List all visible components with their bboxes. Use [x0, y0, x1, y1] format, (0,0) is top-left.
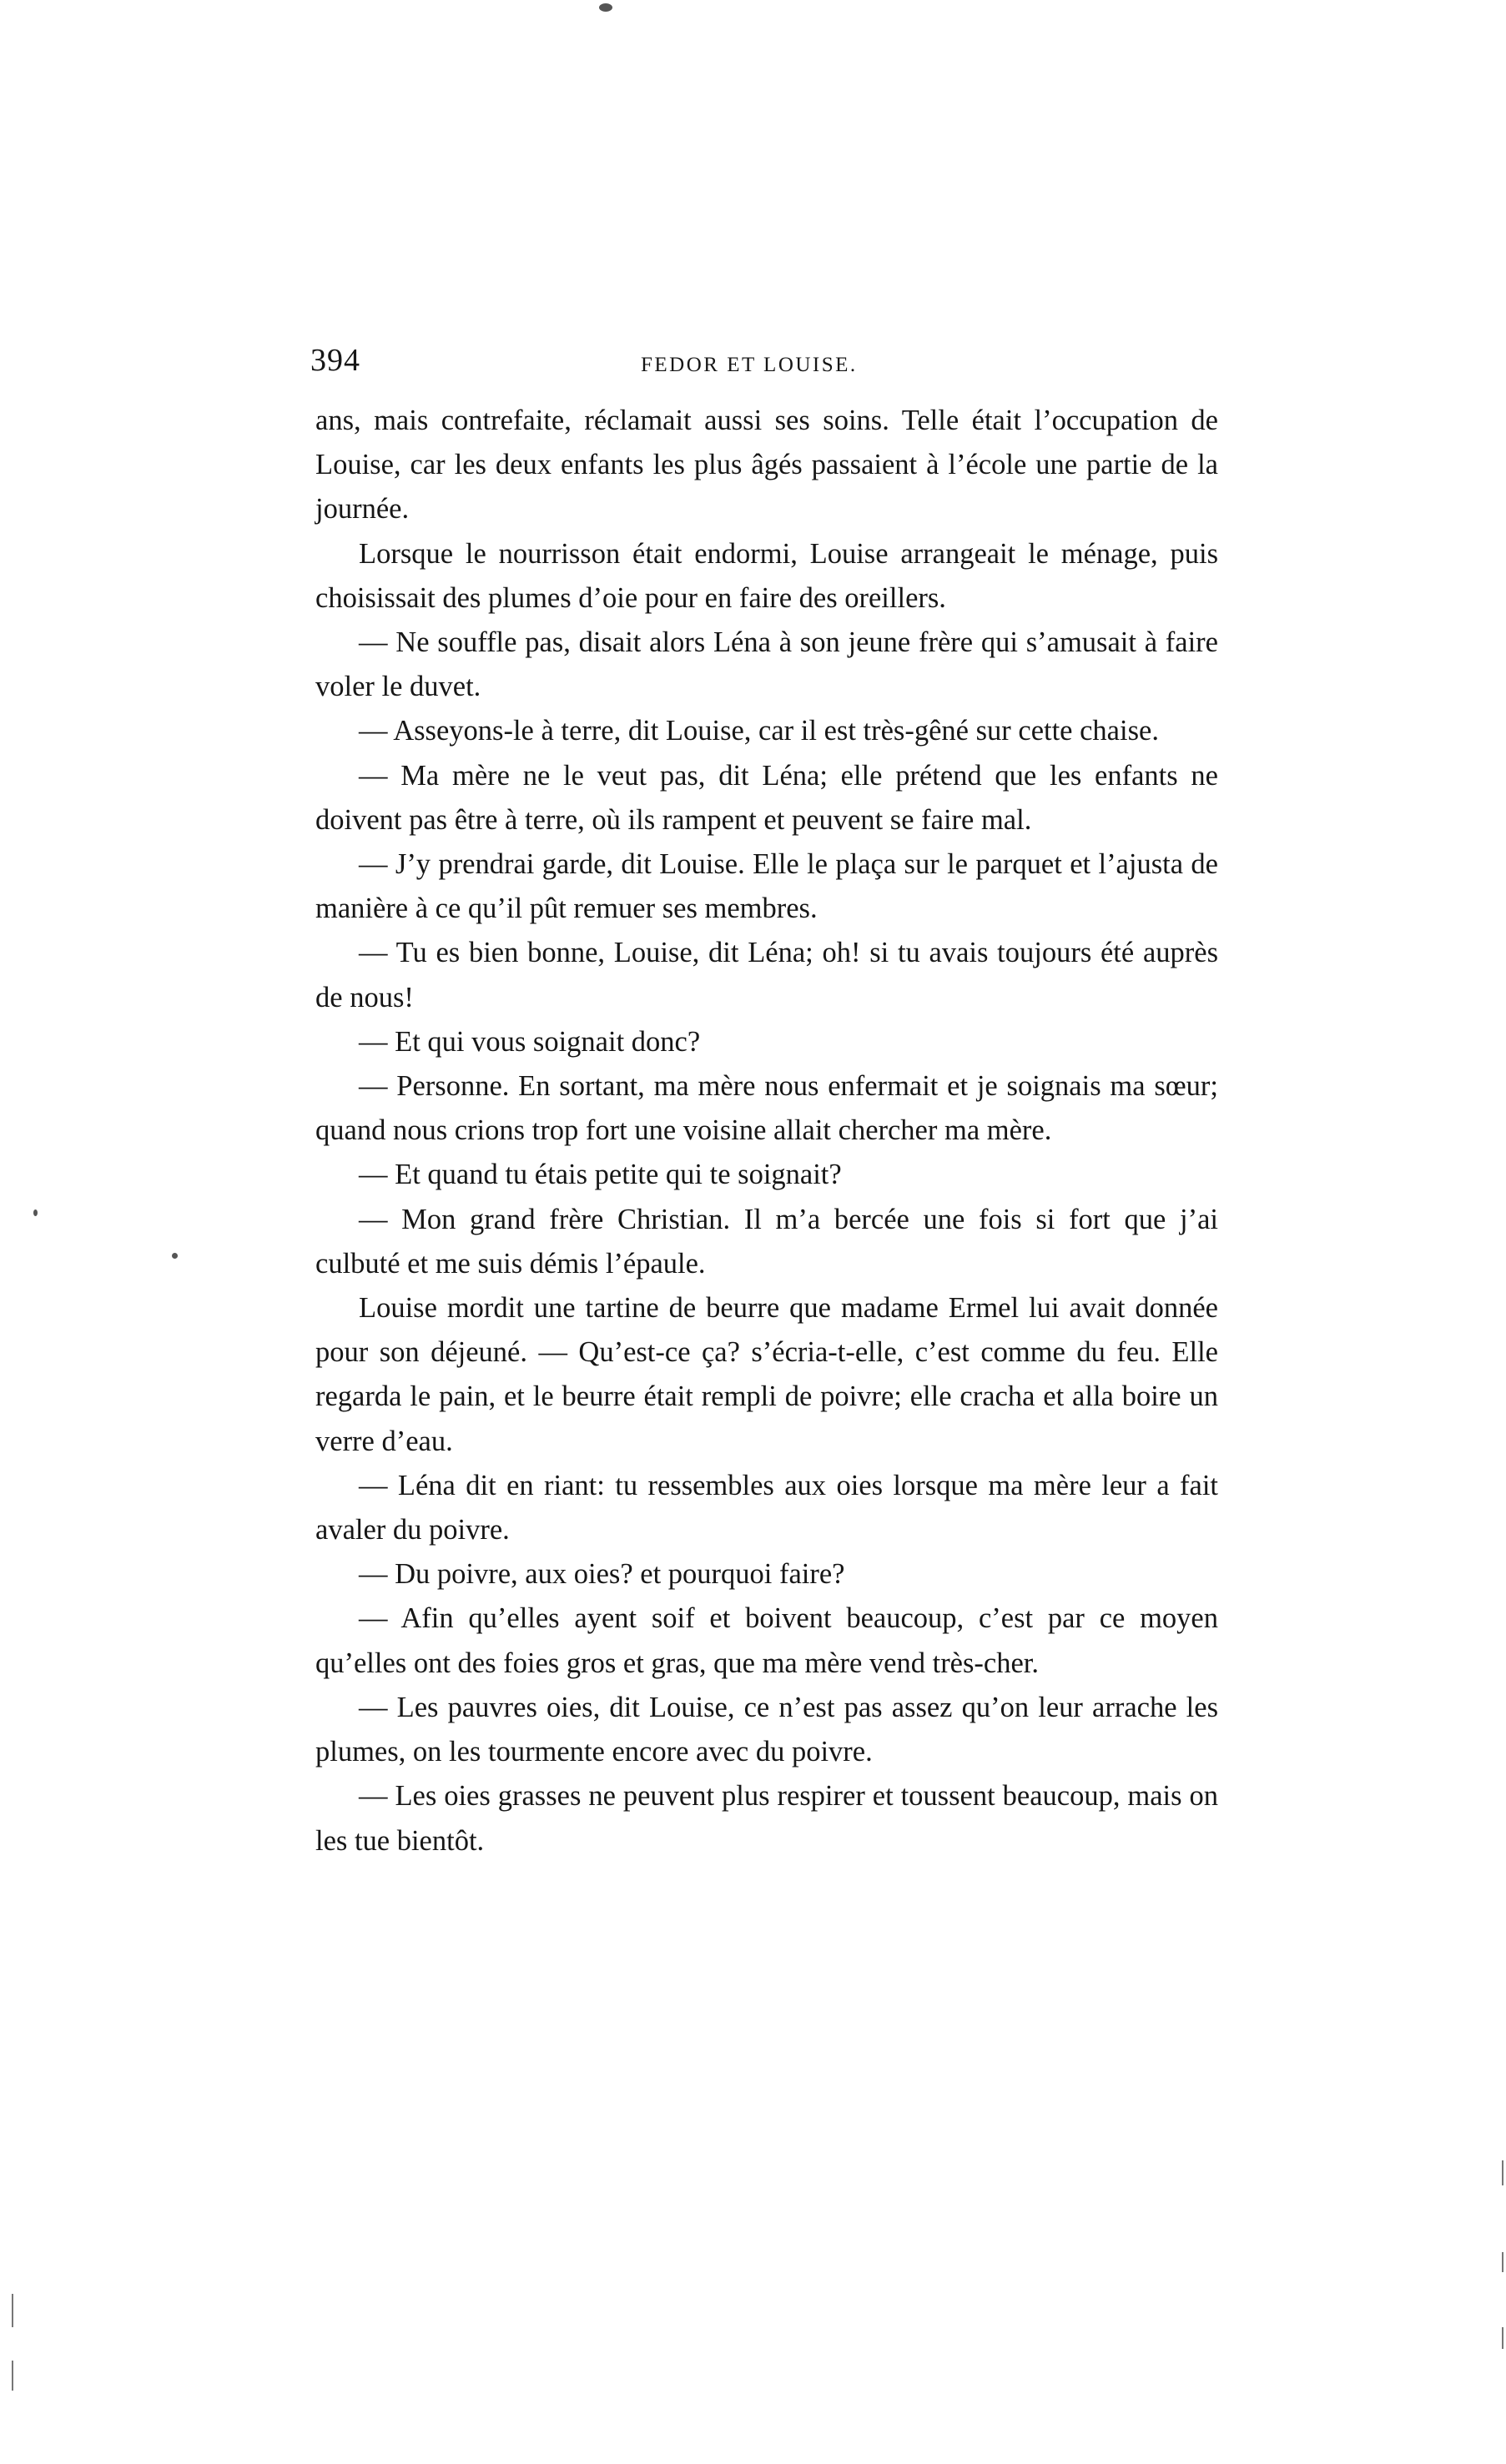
paragraph: — Afin qu’elles ayent soif et boivent beaucoup, c’est par ce moyen qu’elles ont des foies gros et gras, que ma mère vend très-cher.	[315, 1602, 1218, 1679]
paragraph: — Du poivre, aux oies? et pourquoi faire?	[359, 1558, 845, 1591]
page-number: 394	[310, 343, 360, 378]
paragraph: — Et quand tu étais petite qui te soignait?	[359, 1159, 842, 1191]
running-title: FEDOR ET LOUISE.	[641, 354, 858, 376]
paragraph: — Asseyons-le à terre, dit Louise, car il est très-gêné sur cette chaise.	[359, 715, 1159, 747]
paragraph: Lorsque le nourrisson était endormi, Louise arrangeait le ménage, puis choisissait des plumes d’oie pour en faire des oreillers.	[315, 537, 1218, 614]
paragraph: — Et qui vous soignait donc?	[359, 1025, 701, 1058]
scan-edge-mark	[1502, 2160, 1503, 2185]
scan-speck	[33, 1209, 38, 1216]
paragraph: ans, mais contrefaite, réclamait aussi ses soins. Telle était l’occupation de Louise, car les deux enfants les plus âgés passaient à l’école une partie de la journée.	[315, 405, 1218, 525]
paragraph: — Les pauvres oies, dit Louise, ce n’est pas assez qu’on leur arrache les plumes, on les tourmente encore avec du poivre.	[315, 1691, 1218, 1768]
paragraph: — Personne. En sortant, ma mère nous enfermait et je soignais ma sœur; quand nous crions trop fort une voisine allait chercher ma mère.	[315, 1070, 1218, 1147]
page-header	[310, 342, 1220, 384]
paragraph: — Tu es bien bonne, Louise, dit Léna; oh! si tu avais toujours été auprès de nous!	[315, 937, 1218, 1013]
paragraph: — Ma mère ne le veut pas, dit Léna; elle prétend que les enfants ne doivent pas être à terre, où ils rampent et peuvent se faire mal.	[315, 759, 1218, 836]
scan-edge-mark	[12, 2294, 13, 2327]
paragraph: — Léna dit en riant: tu ressembles aux oies lorsque ma mère leur a fait avaler du poivre.	[315, 1469, 1218, 1546]
paragraph: — Ne souffle pas, disait alors Léna à son jeune frère qui s’amusait à faire voler le duvet.	[315, 626, 1218, 703]
scan-speck	[599, 3, 612, 12]
scan-speck	[172, 1253, 178, 1259]
paragraph: Louise mordit une tartine de beurre que madame Ermel lui avait donnée pour son déjeuné. — Qu’est-ce ça? s’écria-t-elle, c’est comme du feu. Elle regarda le pain, et le beurre était rempli de poivre; elle cracha et alla boire un verre d’eau.	[315, 1292, 1218, 1457]
paragraph: — J’y prendrai garde, dit Louise. Elle le plaça sur le parquet et l’ajusta de manière à ce qu’il pût remuer ses membres.	[315, 848, 1218, 925]
body-text	[315, 399, 1218, 1863]
paragraph: — Les oies grasses ne peuvent plus respirer et toussent beaucoup, mais on les tue bientôt.	[315, 1780, 1218, 1857]
paragraph: — Mon grand frère Christian. Il m’a bercée une fois si fort que j’ai culbuté et me suis démis l’épaule.	[315, 1203, 1218, 1280]
scan-edge-mark	[1502, 2252, 1503, 2272]
scan-edge-mark	[1502, 2327, 1503, 2349]
scan-edge-mark	[12, 2361, 13, 2391]
